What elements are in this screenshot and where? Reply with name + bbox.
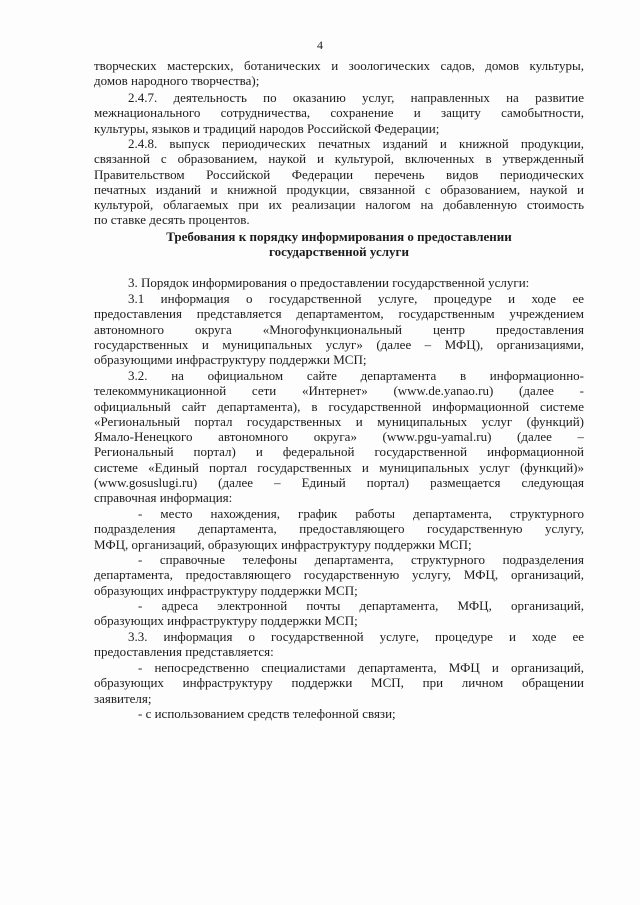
paragraph-line: 3.3. информация о государственной услуге, процедуре и ходе ее — [128, 629, 584, 644]
paragraph-line: творческих мастерских, ботанических и зоологических садов, домов культуры, — [94, 58, 584, 73]
paragraph — [94, 629, 584, 660]
paragraph-line: 3.1 информация о государственной услуге, процедуре и ходе ее — [128, 291, 584, 306]
paragraph — [94, 58, 584, 89]
paragraph — [94, 136, 584, 228]
paragraph-line: связанной с образованием, наукой и культурой, включенных в утвержденный — [94, 151, 584, 167]
paragraph-line: Ямало-Ненецкого автономного округа» (www.pgu-yamal.ru) (далее – — [94, 429, 584, 445]
paragraph-line: предоставления представляется департаментом, государственным учреждением — [94, 306, 584, 322]
paragraph — [94, 506, 584, 552]
paragraph-line: (www.gosuslugi.ru) (далее – Единый портал) размещается следующая — [94, 475, 584, 491]
paragraph-line: печатных изданий и книжной продукции, связанной с образованием, наукой и — [94, 181, 584, 197]
paragraph-line: государственных и муниципальных услуг» (далее – МФЦ), организациями, — [94, 336, 584, 352]
paragraph — [94, 90, 584, 136]
paragraph-line: образующих инфраструктуру поддержки МСП; — [94, 582, 358, 598]
paragraph — [94, 291, 584, 367]
paragraph-line: департамента, предоставляющего государственную услугу, МФЦ, организаций, — [94, 567, 584, 583]
paragraph-line: 2.4.7. деятельность по оказанию услуг, направленных на развитие — [128, 90, 584, 105]
section-heading — [94, 229, 584, 260]
paragraph-line: подразделения департамента, предоставляющего государственную услугу, — [94, 521, 584, 537]
paragraph-line: телекоммуникационной сети «Интернет» (www.de.yanao.ru) (далее - — [94, 383, 584, 399]
paragraph — [94, 368, 584, 506]
paragraph-line: Правительством Российской Федерации перечень видов периодических — [94, 166, 584, 182]
paragraph-line: предоставления представляется: — [94, 644, 274, 660]
paragraph-line: межнационального сотрудничества, сохранение и защиту самобытности, — [94, 105, 584, 121]
paragraph-line: МФЦ, организаций, образующих инфраструктуру поддержки МСП; — [94, 536, 472, 552]
paragraph — [94, 598, 584, 629]
paragraph-line: - справочные телефоны департамента, структурного подразделения — [138, 552, 584, 567]
paragraph-line: культуры, языков и традиций народов Российской Федерации; — [94, 120, 440, 136]
paragraph-line: образующих инфраструктуру поддержки МСП; — [94, 613, 358, 629]
paragraph-line: Региональный портал) и федеральной государственной информационной — [94, 444, 584, 460]
paragraph-line: по ставке десять процентов. — [94, 212, 250, 228]
paragraph-line: автономного округа «Многофункциональный центр предоставления — [94, 321, 584, 337]
paragraph-line: официальный сайт департамента), в государственной информационной системе — [94, 398, 584, 414]
paragraph-line: «Региональный портал государственных и муниципальных услуг (функций) — [94, 413, 584, 429]
paragraph-line: культурой, облагаемых при их реализации налогом на добавленную стоимость — [94, 197, 584, 213]
paragraph-line: образующих инфраструктуру поддержки МСП, при личном обращении — [94, 675, 584, 691]
paragraph — [94, 275, 584, 290]
paragraph-line: образующими инфраструктуру поддержки МСП; — [94, 352, 367, 368]
paragraph-line: - с использованием средств телефонной связи; — [138, 706, 396, 721]
paragraph-line: 3. Порядок информирования о предоставлении государственной услуги: — [128, 275, 530, 290]
paragraph-line: - место нахождения, график работы департамента, структурного — [138, 506, 584, 521]
section-heading-line-2: государственной услуги — [269, 244, 409, 260]
section-heading-line-1: Требования к порядку информирования о предоставлении — [166, 229, 512, 244]
paragraph — [94, 660, 584, 706]
paragraph — [94, 552, 584, 598]
paragraph-line: системе «Единый портал государственных и муниципальных услуг (функций)» — [94, 459, 584, 475]
paragraph-line: - адреса электронной почты департамента, МФЦ, организаций, — [138, 598, 584, 613]
page-number: 4 — [317, 38, 323, 52]
paragraph-line: домов народного творчества); — [94, 73, 260, 89]
paragraph-line: справочная информация: — [94, 490, 233, 506]
paragraph-line: 3.2. на официальном сайте департамента в информационно- — [128, 368, 584, 383]
paragraph-line: - непосредственно специалистами департамента, МФЦ и организаций, — [138, 660, 584, 675]
paragraph-line: заявителя; — [94, 690, 152, 706]
paragraph — [94, 706, 584, 721]
paragraph-line: 2.4.8. выпуск периодических печатных изданий и книжной продукции, — [128, 136, 584, 151]
